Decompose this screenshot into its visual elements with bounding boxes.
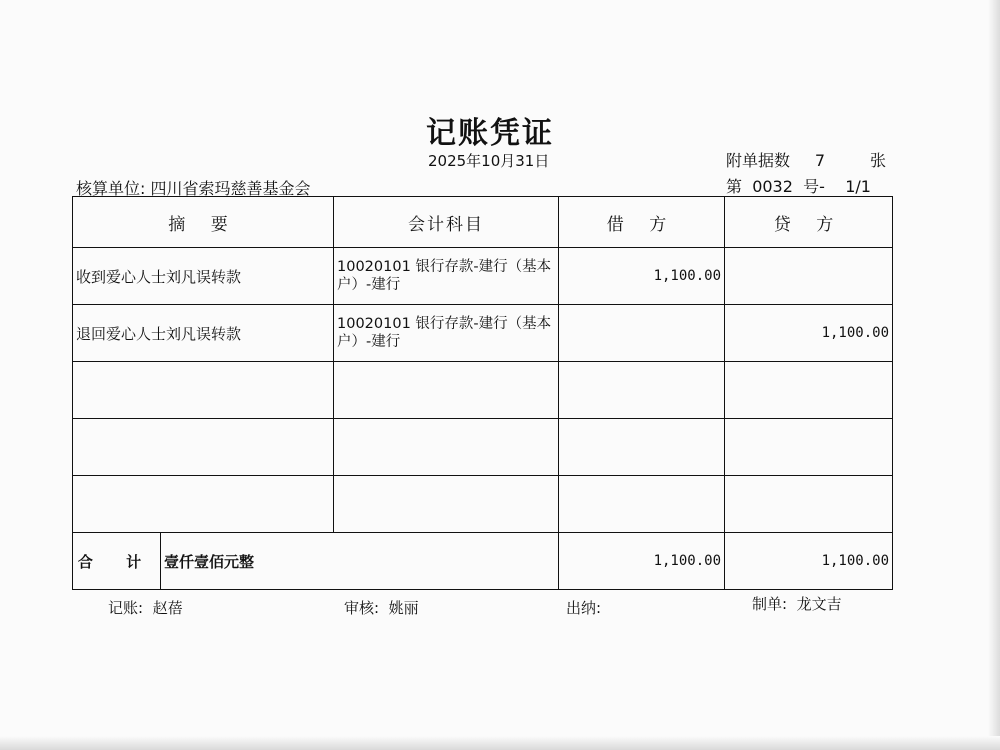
table-header-row	[73, 197, 893, 248]
paper-edge-bottom	[0, 736, 1000, 750]
voucher-number-suffix: 号-	[803, 177, 825, 196]
header-debit: 借 方	[559, 197, 725, 248]
voucher-number	[726, 174, 871, 197]
row-summary	[73, 362, 334, 419]
header-credit: 贷 方	[725, 197, 893, 248]
row-debit	[559, 362, 725, 419]
row-credit	[725, 419, 893, 476]
total-row	[73, 533, 893, 590]
row-account	[334, 419, 559, 476]
row-debit	[559, 305, 725, 362]
signer-preparer: 制单: 龙文吉	[752, 595, 842, 613]
attachment-count	[726, 148, 886, 171]
row-credit	[725, 362, 893, 419]
voucher-page: 1/1	[845, 177, 871, 196]
voucher-title: 记账凭证	[426, 116, 554, 151]
row-summary: 退回爱心人士刘凡误转款	[73, 305, 334, 362]
total-amount-words: 壹仟壹佰元整	[161, 533, 559, 590]
table-row	[73, 305, 893, 362]
voucher-date: 2025年10月31日	[428, 152, 550, 170]
voucher-table	[72, 196, 893, 590]
accounting-unit-label: 核算单位:	[76, 179, 146, 198]
signer-bookkeeper: 记账: 赵蓓	[108, 599, 183, 617]
paper-edge-right	[988, 0, 1000, 750]
table-row	[73, 248, 893, 305]
row-debit: 1,100.00	[559, 248, 725, 305]
voucher-number-value: 0032	[752, 177, 793, 196]
header-summary: 摘 要	[73, 197, 334, 248]
attachment-number: 7	[814, 151, 826, 170]
attachment-unit: 张	[870, 151, 887, 170]
signer-cashier: 出纳:	[566, 599, 602, 617]
row-account	[334, 362, 559, 419]
header-account: 会计科目	[334, 197, 559, 248]
row-credit	[725, 248, 893, 305]
row-summary	[73, 419, 334, 476]
total-label: 合 计	[73, 533, 161, 590]
row-account	[334, 476, 559, 533]
table-row	[73, 419, 893, 476]
accounting-unit-name: 四川省索玛慈善基金会	[150, 179, 311, 198]
total-debit: 1,100.00	[559, 533, 725, 590]
row-debit	[559, 476, 725, 533]
row-summary: 收到爱心人士刘凡误转款	[73, 248, 334, 305]
row-account: 10020101 银行存款-建行（基本户）-建行	[334, 305, 559, 362]
row-account: 10020101 银行存款-建行（基本户）-建行	[334, 248, 559, 305]
signer-reviewer: 审核: 姚丽	[344, 599, 419, 617]
row-credit: 1,100.00	[725, 305, 893, 362]
table-row	[73, 476, 893, 533]
total-credit: 1,100.00	[725, 533, 893, 590]
row-summary	[73, 476, 334, 533]
row-debit	[559, 419, 725, 476]
table-row	[73, 362, 893, 419]
row-credit	[725, 476, 893, 533]
attachment-label: 附单据数	[726, 151, 791, 170]
voucher-number-prefix: 第	[726, 177, 743, 196]
